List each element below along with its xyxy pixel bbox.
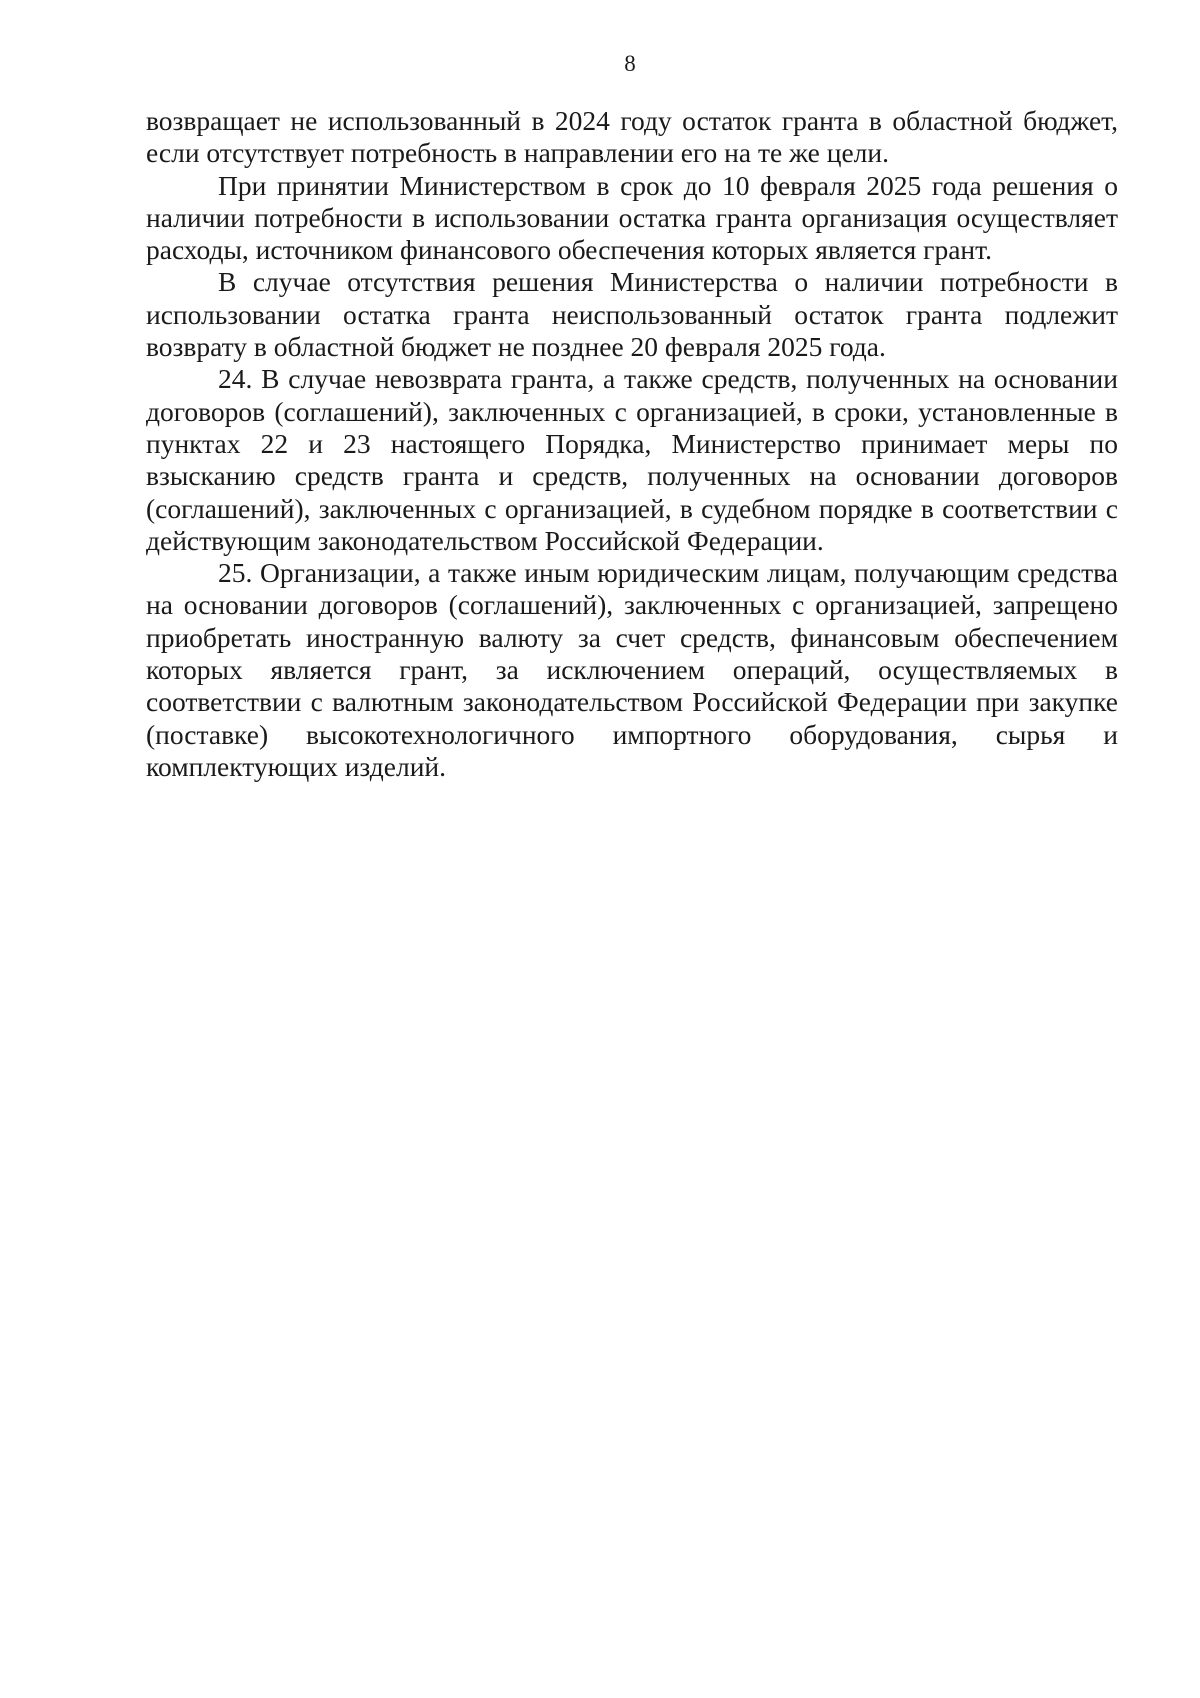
- paragraph-no-decision: В случае отсутствия решения Министерства о наличии потребности в использовании остатка гранта неиспользованный остаток гранта подлежит возврату в областной бюджет не позднее 20 февраля 2025 года.: [146, 266, 1118, 363]
- paragraph-item-24: 24. В случае невозврата гранта, а также средств, полученных на основании договоров (соглашений), заключенных с организацией, в сроки, установленные в пунктах 22 и 23 настоящего Порядка, Министерство принимает меры по взысканию средств гранта и средств, полученных на основании договоров (соглашений), заключенных с организацией, в судебном порядке в соответствии с действующим законодательством Российской Федерации.: [146, 363, 1118, 556]
- document-body: [146, 105, 1118, 783]
- paragraph-continuation: возвращает не использованный в 2024 году остаток гранта в областной бюджет, если отсутствует потребность в направлении его на те же цели.: [146, 105, 1118, 169]
- paragraph-item-25: 25. Организации, а также иным юридическим лицам, получающим средства на основании договоров (соглашений), заключенных с организацией, запрещено приобретать иностранную валюту за счет средств, финансовым обеспечением которых является грант, за исключением операций, осуществляемых в соответствии с валютным законодательством Российской Федерации при закупке (поставке) высокотехнологичного импортного оборудования, сырья и комплектующих изделий.: [146, 557, 1118, 782]
- page-number: 8: [624, 51, 636, 76]
- paragraph-ministry-decision: При принятии Министерством в срок до 10 февраля 2025 года решения о наличии потребности в использовании остатка гранта организация осуществляет расходы, источником финансового обеспечения которых является грант.: [146, 169, 1118, 266]
